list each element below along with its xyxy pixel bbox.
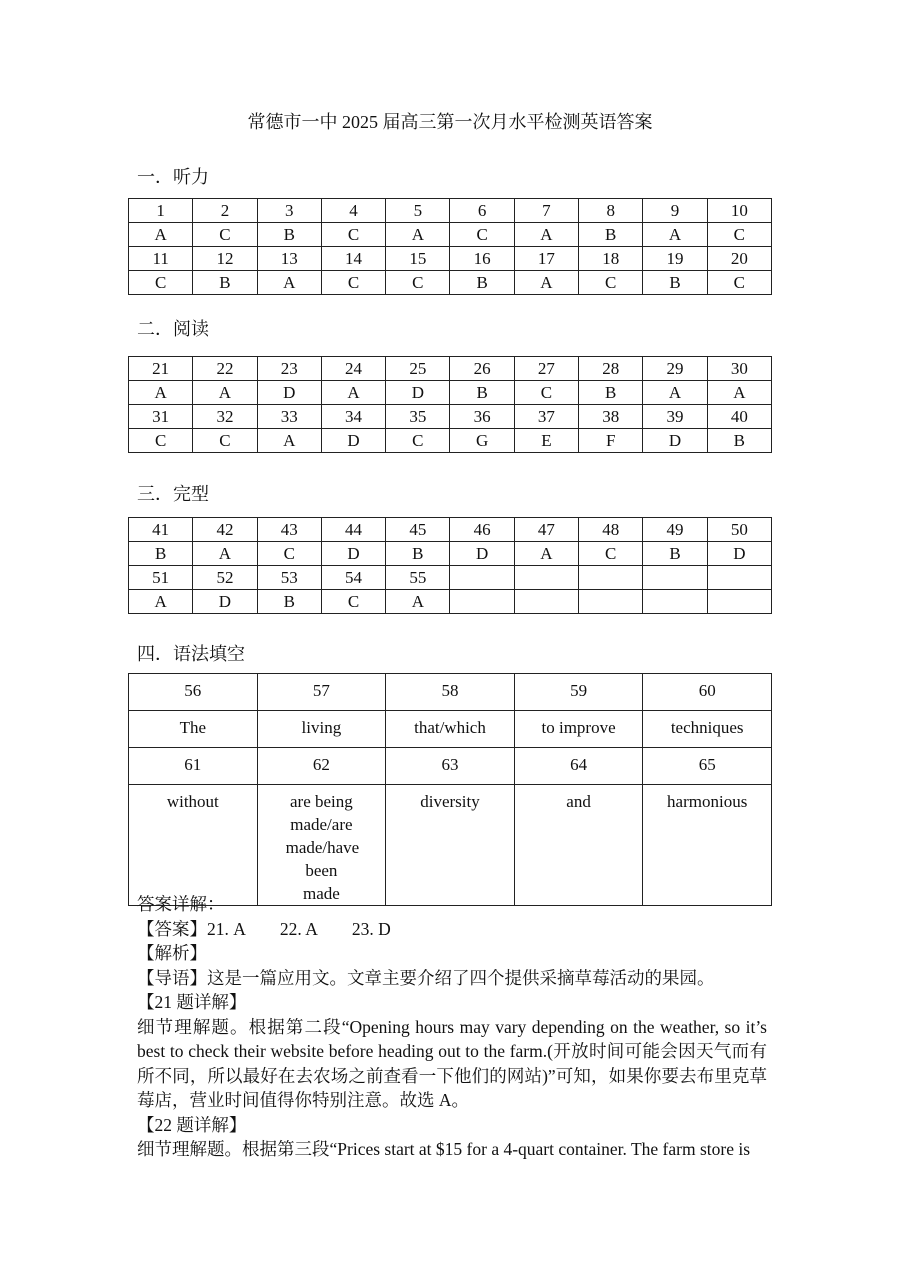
table-cell — [450, 566, 514, 590]
table-cell: 4 — [321, 199, 385, 223]
table-cell: D — [193, 590, 257, 614]
table-cell: A — [707, 381, 771, 405]
table-cell: 1 — [129, 199, 193, 223]
table-cell: 37 — [514, 405, 578, 429]
table-cell: C — [129, 271, 193, 295]
table-cell: 34 — [321, 405, 385, 429]
table-cell — [514, 590, 578, 614]
table-cell: 53 — [257, 566, 321, 590]
table-cell: 26 — [450, 357, 514, 381]
page-title: 常德市一中 2025 届高三第一次月水平检测英语答案 — [247, 112, 653, 132]
table-cell: 39 — [643, 405, 707, 429]
table-cell: 24 — [321, 357, 385, 381]
table-cell: 40 — [707, 405, 771, 429]
table-row — [129, 357, 772, 381]
table-cell: C — [257, 542, 321, 566]
table-cell: A — [193, 381, 257, 405]
table-cell: 56 — [129, 674, 258, 711]
table-cell — [643, 566, 707, 590]
table-cell: 64 — [514, 748, 643, 785]
table-cell: 23 — [257, 357, 321, 381]
table-cell: B — [193, 271, 257, 295]
table-cell: B — [386, 542, 450, 566]
table-cell: C — [707, 271, 771, 295]
table-row — [129, 199, 772, 223]
table-cell: D — [321, 429, 385, 453]
table-cell: A — [129, 223, 193, 247]
table-cell: 55 — [386, 566, 450, 590]
table-cell: 33 — [257, 405, 321, 429]
table-cell: A — [193, 542, 257, 566]
table-cell: D — [707, 542, 771, 566]
table-cell: B — [579, 223, 643, 247]
table-cell: 18 — [579, 247, 643, 271]
q22-body: 细节理解题。根据第三段“Prices start at $15 for a 4-quart container. The farm store is — [137, 1139, 751, 1159]
table-cell: 44 — [321, 518, 385, 542]
table-cell — [707, 566, 771, 590]
table-cell: C — [579, 542, 643, 566]
table-cell: 16 — [450, 247, 514, 271]
table-cell: 21 — [129, 357, 193, 381]
table-cell: C — [193, 429, 257, 453]
table-cell: 60 — [643, 674, 772, 711]
table-cell: B — [643, 542, 707, 566]
explanation-heading: 答案详解： — [137, 894, 225, 914]
listening-answer-table — [128, 198, 772, 295]
table-cell: 13 — [257, 247, 321, 271]
table-cell: 35 — [386, 405, 450, 429]
table-cell: 47 — [514, 518, 578, 542]
table-cell: 14 — [321, 247, 385, 271]
grammar-answer-table — [128, 673, 772, 906]
table-cell: 48 — [579, 518, 643, 542]
table-cell: B — [450, 381, 514, 405]
table-row — [129, 381, 772, 405]
table-cell: 62 — [257, 748, 386, 785]
table-cell: 9 — [643, 199, 707, 223]
table-cell: 50 — [707, 518, 771, 542]
table-cell: C — [450, 223, 514, 247]
table-cell — [707, 590, 771, 614]
table-row — [129, 405, 772, 429]
table-cell: 59 — [514, 674, 643, 711]
table-cell: C — [707, 223, 771, 247]
table-cell — [579, 590, 643, 614]
table-cell: G — [450, 429, 514, 453]
table-cell: 2 — [193, 199, 257, 223]
table-cell: B — [257, 590, 321, 614]
table-cell: 19 — [643, 247, 707, 271]
table-row — [129, 247, 772, 271]
table-row — [129, 542, 772, 566]
table-cell: 63 — [386, 748, 515, 785]
section-heading-cloze: 三．完型 — [137, 484, 209, 504]
table-cell — [643, 590, 707, 614]
table-cell: 27 — [514, 357, 578, 381]
table-cell: D — [386, 381, 450, 405]
table-row — [129, 271, 772, 295]
table-row — [129, 429, 772, 453]
table-cell: C — [321, 223, 385, 247]
table-cell: C — [579, 271, 643, 295]
table-cell: 58 — [386, 674, 515, 711]
table-cell: E — [514, 429, 578, 453]
table-cell: harmonious — [643, 785, 772, 906]
table-row — [129, 566, 772, 590]
table-cell — [579, 566, 643, 590]
table-cell: 65 — [643, 748, 772, 785]
table-cell: C — [514, 381, 578, 405]
table-cell: A — [257, 271, 321, 295]
table-cell: 46 — [450, 518, 514, 542]
table-cell: 11 — [129, 247, 193, 271]
table-cell — [514, 566, 578, 590]
table-cell: C — [193, 223, 257, 247]
table-cell: techniques — [643, 711, 772, 748]
table-cell: 54 — [321, 566, 385, 590]
table-cell: 8 — [579, 199, 643, 223]
q22-heading: 【22 题详解】 — [137, 1114, 247, 1135]
table-cell: B — [129, 542, 193, 566]
table-cell: A — [321, 381, 385, 405]
table-cell: A — [257, 429, 321, 453]
table-cell: B — [579, 381, 643, 405]
table-cell: 28 — [579, 357, 643, 381]
table-cell: The — [129, 711, 258, 748]
table-cell: 41 — [129, 518, 193, 542]
reading-answer-table — [128, 356, 772, 453]
table-cell: that/which — [386, 711, 515, 748]
section-heading-grammar: 四．语法填空 — [137, 644, 245, 664]
table-cell: C — [129, 429, 193, 453]
table-cell: A — [129, 590, 193, 614]
table-cell: 36 — [450, 405, 514, 429]
intro-paragraph: 【导语】这是一篇应用文。文章主要介绍了四个提供采摘草莓活动的果园。 — [137, 967, 715, 988]
section-heading-listening: 一．听力 — [137, 167, 209, 187]
table-cell: 25 — [386, 357, 450, 381]
table-cell: 5 — [386, 199, 450, 223]
table-cell: 7 — [514, 199, 578, 223]
table-cell: D — [450, 542, 514, 566]
table-cell: B — [707, 429, 771, 453]
table-cell: B — [643, 271, 707, 295]
table-cell: 31 — [129, 405, 193, 429]
table-cell: D — [321, 542, 385, 566]
table-row — [129, 223, 772, 247]
table-cell: 57 — [257, 674, 386, 711]
table-cell: A — [386, 590, 450, 614]
table-cell: 20 — [707, 247, 771, 271]
table-cell: 10 — [707, 199, 771, 223]
table-cell: F — [579, 429, 643, 453]
table-cell: and — [514, 785, 643, 906]
q21-heading: 【21 题详解】 — [137, 992, 247, 1012]
analysis-label: 【解析】 — [137, 943, 207, 963]
table-cell: D — [257, 381, 321, 405]
table-cell: 42 — [193, 518, 257, 542]
table-cell: A — [129, 381, 193, 405]
table-cell: 49 — [643, 518, 707, 542]
table-row — [129, 518, 772, 542]
table-cell: 12 — [193, 247, 257, 271]
table-cell: 3 — [257, 199, 321, 223]
table-cell: living — [257, 711, 386, 748]
table-cell: to improve — [514, 711, 643, 748]
table-cell: diversity — [386, 785, 515, 906]
table-cell: B — [450, 271, 514, 295]
table-cell: B — [257, 223, 321, 247]
table-cell: A — [643, 223, 707, 247]
table-cell: 51 — [129, 566, 193, 590]
table-cell: 32 — [193, 405, 257, 429]
table-cell: are being made/are made/have been made — [257, 785, 386, 906]
table-cell: A — [643, 381, 707, 405]
q21-body: 细节理解题。根据第二段“Opening hours may vary depending on the weather, so it’s best to check their website before heading out to the farm.(开放时间可能会因天气而有所不同，所以最好在去农场之前查看一下他们的网站)”可知，如果你要去布里克草莓店，营业时间值得你特别注意。故选 A。 — [137, 1016, 767, 1110]
table-cell: D — [643, 429, 707, 453]
table-cell: 29 — [643, 357, 707, 381]
table-cell: A — [514, 223, 578, 247]
table-cell: 52 — [193, 566, 257, 590]
table-cell: 15 — [386, 247, 450, 271]
section-heading-reading: 二．阅读 — [137, 319, 209, 339]
table-cell: 17 — [514, 247, 578, 271]
table-cell: C — [321, 590, 385, 614]
table-cell: A — [514, 271, 578, 295]
explanation-block — [137, 892, 767, 1162]
table-cell: 45 — [386, 518, 450, 542]
table-row — [129, 590, 772, 614]
table-cell: without — [129, 785, 258, 906]
table-cell: C — [386, 429, 450, 453]
table-cell: C — [321, 271, 385, 295]
table-cell: 43 — [257, 518, 321, 542]
table-cell: C — [386, 271, 450, 295]
table-cell — [450, 590, 514, 614]
table-cell: A — [514, 542, 578, 566]
cloze-answer-table — [128, 517, 772, 614]
table-cell: A — [386, 223, 450, 247]
answer-line: 【答案】21. A 22. A 23. D — [137, 918, 391, 939]
table-cell: 22 — [193, 357, 257, 381]
table-cell: 6 — [450, 199, 514, 223]
table-cell: 61 — [129, 748, 258, 785]
table-cell: 38 — [579, 405, 643, 429]
table-cell: 30 — [707, 357, 771, 381]
